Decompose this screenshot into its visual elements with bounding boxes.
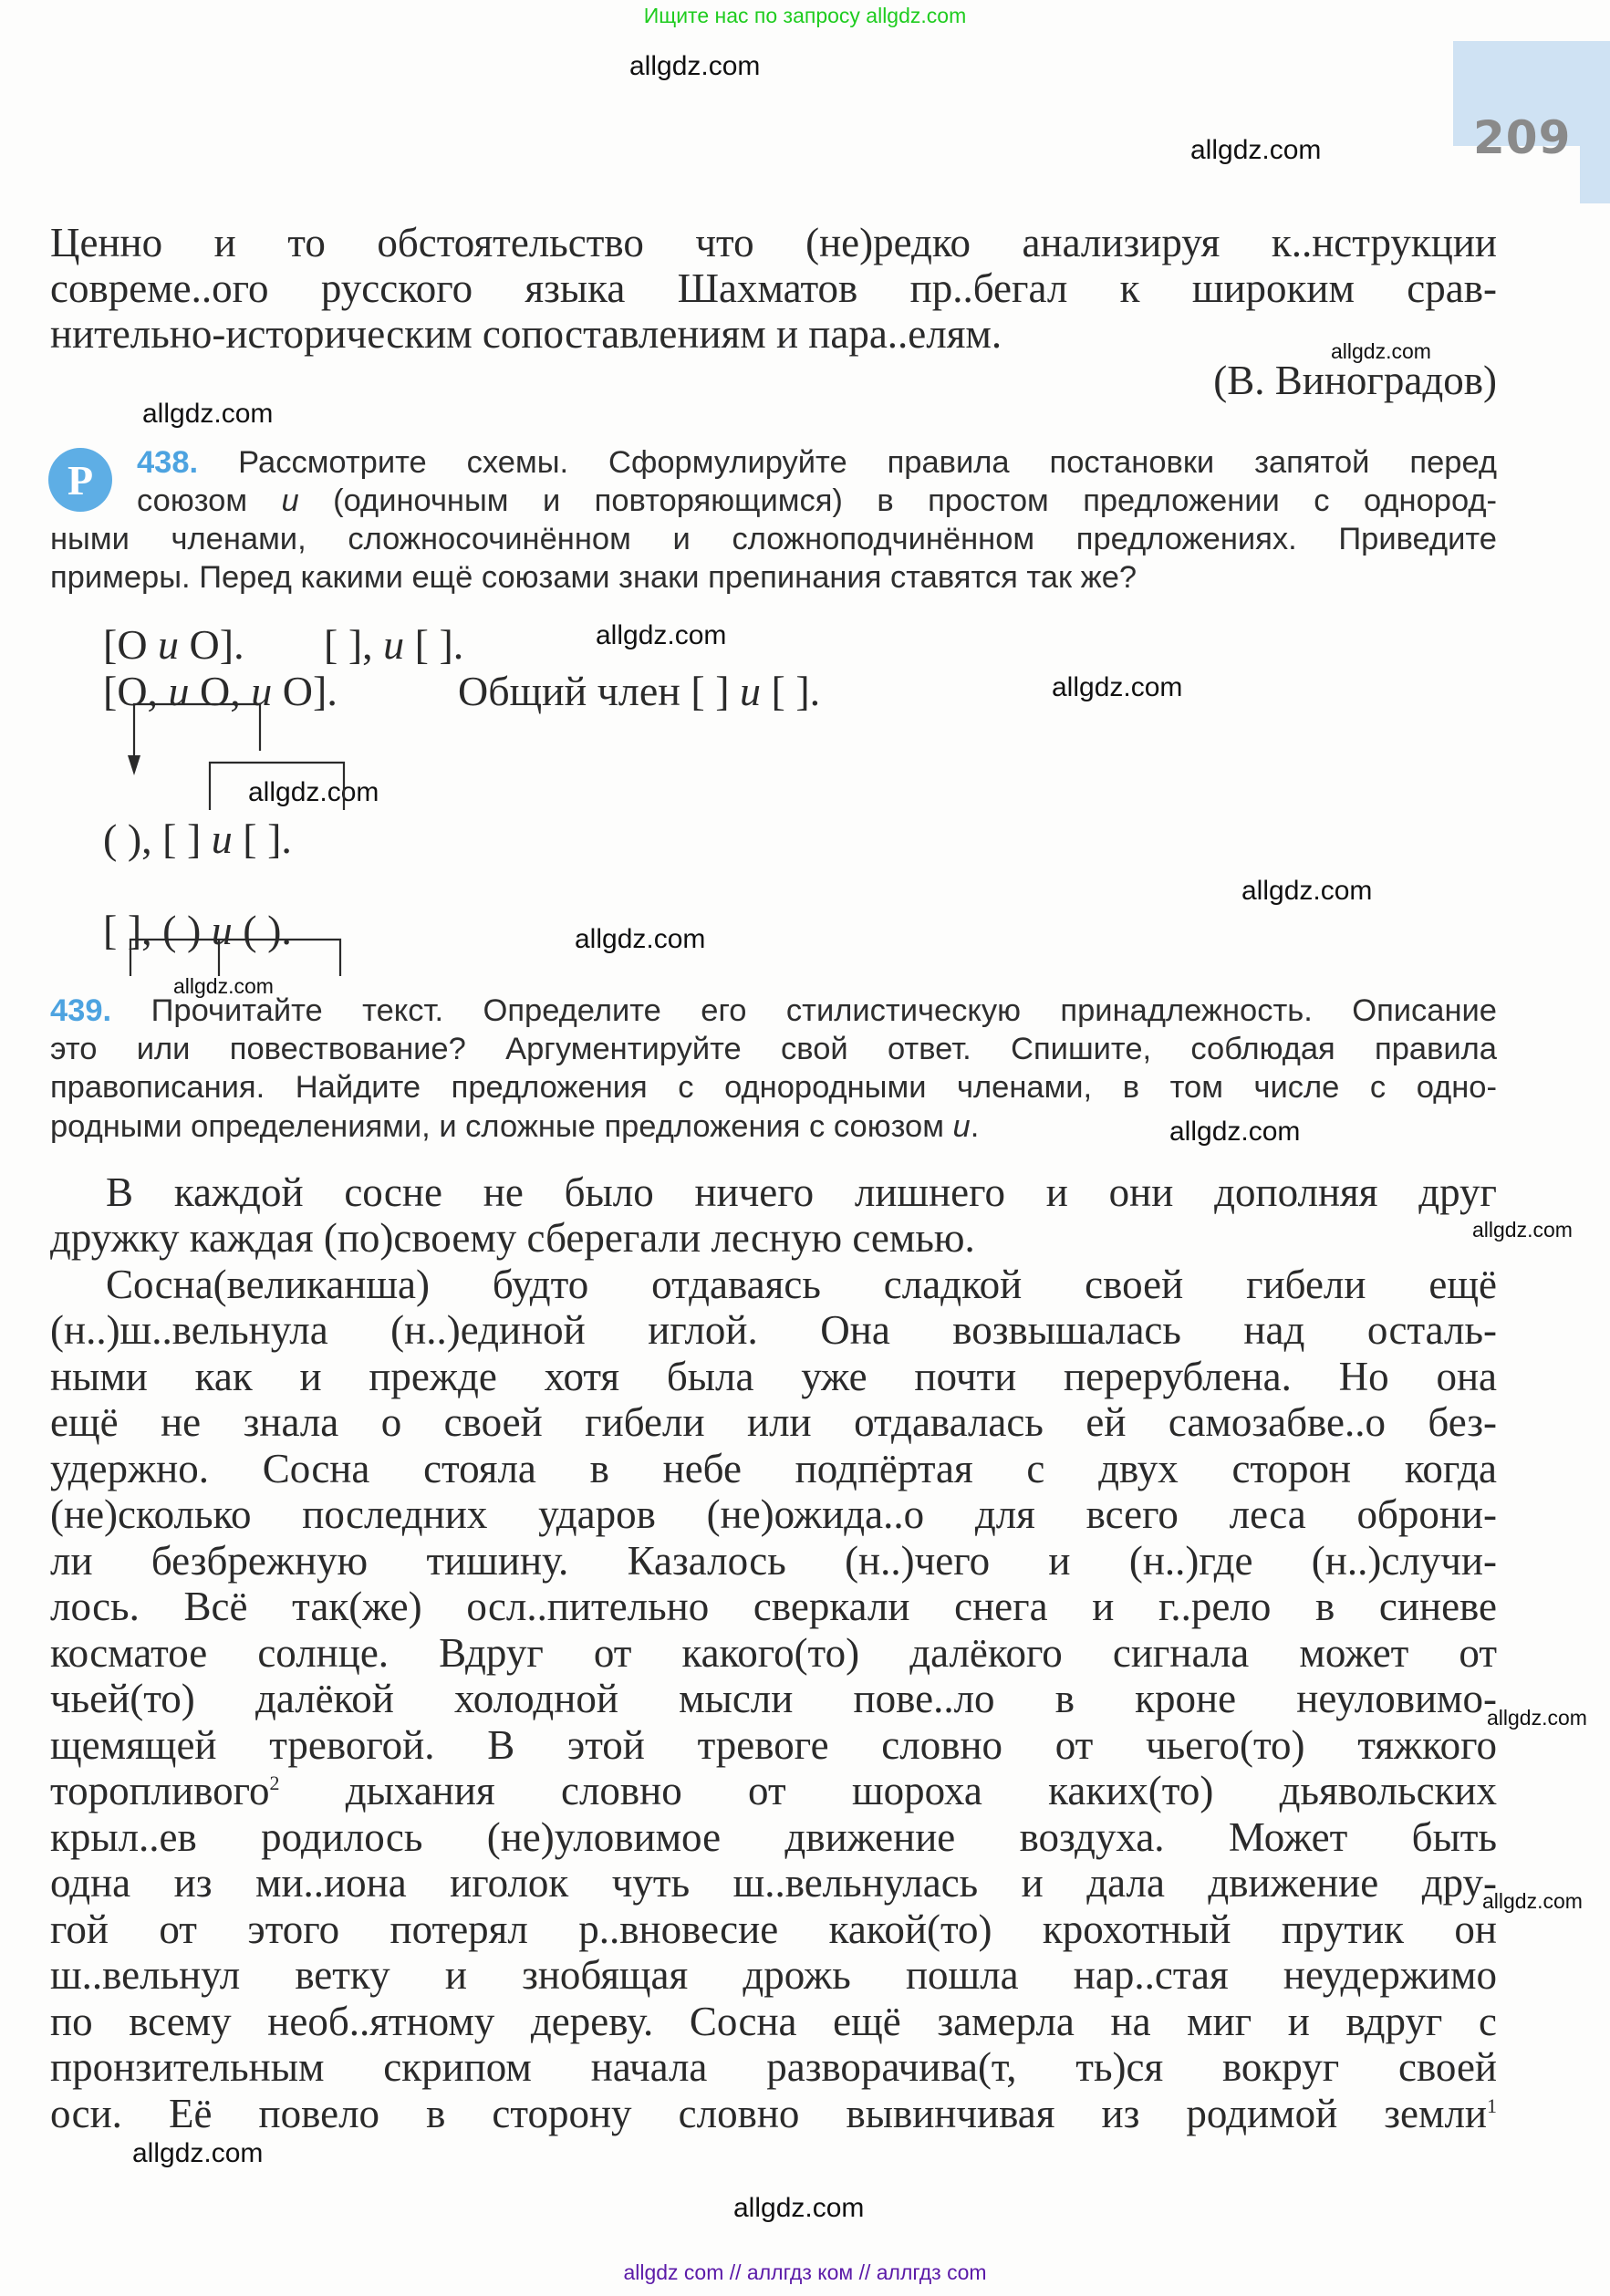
text-line: (не)сколько последних ударов (не)ожида..о для всего леса оброни- (50, 1491, 1497, 1537)
scheme-text: Общий член [ ] (458, 668, 741, 714)
footer-links[interactable]: allgdz com // аллгдз ком // аллгдз com (623, 2260, 987, 2284)
quote-line: совреме..ого русского языка Шахматов пр..бегал к широким срав- (50, 265, 1497, 311)
exercise-text: союзом (137, 483, 282, 518)
watermark: allgdz.com (1169, 1117, 1301, 1147)
page-corner-tab-edge (1580, 41, 1610, 203)
exercise-438-line: ными членами, сложносочинённом и сложноподчинённом предложениях. Приведите (50, 522, 1497, 556)
text-line: одна из ми..иона иголок чуть ш..вельнулась и дала движение дру- (50, 1860, 1497, 1906)
exercise-text-italic: и (281, 483, 299, 518)
exercise-439-line (50, 1109, 1497, 1145)
search-banner: Ищите нас по запросу allgdz.com (643, 4, 967, 27)
scheme-text: [О, (103, 668, 169, 714)
text-line (50, 2090, 1497, 2137)
scheme-conj: и (740, 668, 762, 714)
watermark: allgdz.com (575, 924, 706, 954)
scheme-text: О]. (179, 621, 244, 668)
scheme-conj: и (211, 907, 233, 953)
exercise-438-line: примеры. Перед какими ещё союзами знаки препинания ставятся так же? (50, 560, 1137, 595)
text-line: пронзительным скрипом начала разворачива(т, ть)ся вокруг своей (50, 2044, 1497, 2090)
page-number: 209 (1473, 111, 1572, 164)
quote-author: (В. Виноградов) (1213, 358, 1497, 403)
text-line (50, 1767, 1497, 1814)
text-word: дыхания словно от шороха каких(то) дьявольских (279, 1768, 1497, 1813)
watermark: allgdz.com (1241, 876, 1373, 906)
scheme-text: [ ], ( ) (103, 907, 212, 953)
scheme-conj: и (158, 621, 180, 668)
exercise-439-line: правописания. Найдите предложения с однородными членами, в том числе с одно- (50, 1070, 1497, 1105)
text-line: Сосна(великанша) будто отдаваясь сладкой своей гибели ещё (106, 1262, 1497, 1307)
text-line: ными как и прежде хотя была уже почти перерублена. Но она (50, 1354, 1497, 1399)
watermark: allgdz.com (248, 777, 379, 807)
text-line: ш..вельнул ветку и знобящая дрожь пошла нар..стая неудержимо (50, 1952, 1497, 1998)
exercise-text: Прочитайте текст. Определите его стилистическую принадлежность. Описание (151, 993, 1497, 1028)
text-word: торопливого (50, 1768, 270, 1813)
scheme-compound (324, 620, 463, 669)
scheme-homogeneous-single (103, 620, 244, 669)
watermark: allgdz.com (1190, 135, 1322, 165)
text-line: В каждой сосне не было ничего лишнего и они дополняя друг (106, 1169, 1497, 1215)
watermark: allgdz.com (173, 974, 274, 998)
watermark: allgdz.com (1331, 339, 1431, 363)
text-line: (н..)ш..вельнула (н..)единой иглой. Она возвышалась над осталь- (50, 1307, 1497, 1353)
bracket-line-top (210, 763, 344, 810)
text-line: дружку каждая (по)своему сберегали лесную семью. (50, 1215, 975, 1261)
scheme-conj: и (211, 816, 233, 862)
exercise-439-line (50, 993, 1497, 1029)
watermark: allgdz.com (629, 51, 761, 81)
exercise-text: (одиночным и повторяющимся) в простом предложении с однород- (298, 483, 1497, 518)
watermark: allgdz.com (1487, 1706, 1587, 1730)
watermark: allgdz.com (132, 2138, 264, 2168)
text-line: щемящей тревогой. В этой тревоге словно от чьего(то) тяжкого (50, 1722, 1497, 1768)
scheme-conj: и (383, 621, 405, 668)
quote-line: Ценно и то обстоятельство что (не)редко анализируя к..нструкции (50, 220, 1497, 265)
text-line: по всему необ..ятному дереву. Сосна ещё замерла на миг и вдруг с (50, 1999, 1497, 2044)
scheme-conj: и (168, 668, 190, 714)
watermark: allgdz.com (733, 2193, 865, 2223)
repetition-badge-icon: Р (48, 448, 112, 512)
scheme-text: О, (189, 668, 252, 714)
scheme-complex-subordinate-first (103, 815, 292, 863)
text-line: косматое солнце. Вдруг от какого(то) далёкого сигнала может от (50, 1630, 1497, 1676)
watermark: allgdz.com (1052, 672, 1183, 702)
exercise-438-line (137, 483, 1497, 519)
exercise-number: 438. (137, 445, 199, 480)
text-line: гой от этого потерял р..вновесие какой(то) крохотный прутик он (50, 1906, 1497, 1952)
footnote-marker: 2 (269, 1771, 280, 1794)
exercise-text: Рассмотрите схемы. Сформулируйте правила постановки запятой перед (238, 445, 1498, 480)
scheme-text: О]. (272, 668, 338, 714)
watermark: allgdz.com (142, 399, 274, 429)
scheme-complex-subordinate-last (103, 906, 292, 954)
scheme-common-member (458, 667, 820, 715)
scheme-text: ( ), [ ] (103, 816, 212, 862)
exercise-text-italic: и (952, 1109, 971, 1144)
watermark: allgdz.com (1472, 1218, 1573, 1242)
exercise-text: родными определениями, и сложные предложения с союзом (50, 1109, 953, 1144)
exercise-text: . (970, 1109, 980, 1144)
exercise-number: 439. (50, 993, 112, 1028)
text-line: лось. Всё так(же) осл..пительно сверкали снега и г..рело в синеве (50, 1584, 1497, 1629)
text-line: ли безбрежную тишину. Казалось (н..)чего и (н..)где (н..)случи- (50, 1538, 1497, 1584)
watermark: allgdz.com (596, 620, 727, 650)
quote-line: нительно-историческим сопоставлениям и пара..елям. (50, 311, 1002, 357)
scheme-text: [ ], (324, 621, 384, 668)
scheme-text: [ ]. (761, 668, 821, 714)
text-word: оси. Её повело в сторону словно вывинчивая из родимой земли (50, 2091, 1487, 2136)
text-line: чьей(то) далёкой холодной мысли пове..ло в кроне неуловимо- (50, 1676, 1497, 1721)
text-line: удержно. Сосна стояла в небе подпёртая с двух сторон когда (50, 1446, 1497, 1491)
scheme-conj: и (251, 668, 273, 714)
exercise-439-line: это или повествование? Аргументируйте свой ответ. Спишите, соблюдая правила (50, 1032, 1497, 1066)
scheme-text: [ ]. (232, 816, 292, 862)
arrow-line-top (134, 704, 260, 757)
scheme-text: ( ). (232, 907, 292, 953)
watermark: allgdz.com (1482, 1889, 1583, 1913)
scheme-text: [ ]. (404, 621, 464, 668)
exercise-438-line (137, 445, 1497, 481)
text-line: крыл..ев родилось (не)уловимое движение воздуха. Может быть (50, 1814, 1497, 1860)
text-line: ещё не знала о своей гибели или отдавалась ей самозабве..о без- (50, 1399, 1497, 1445)
footnote-marker: 1 (1487, 2094, 1497, 2117)
scheme-text: [О (103, 621, 159, 668)
